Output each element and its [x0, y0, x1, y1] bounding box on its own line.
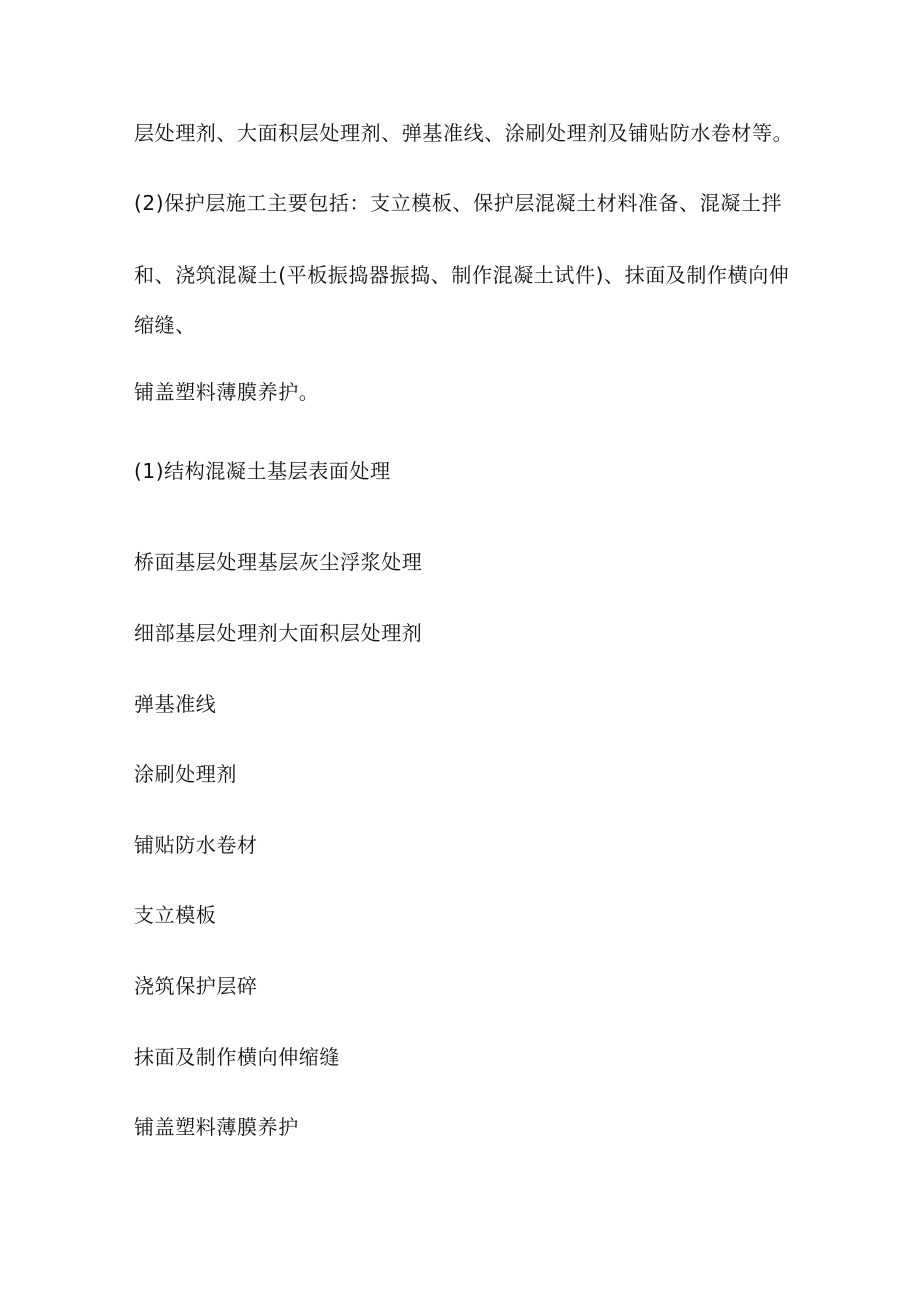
intro-paragraph-line: 缩缝、 — [134, 313, 196, 337]
process-step: 细部基层处理剂大面积层处理剂 — [134, 621, 423, 645]
process-step: 抹面及制作横向伸缩缝 — [134, 1045, 340, 1069]
section-heading: (1)结构混凝土基层表面处理 — [134, 459, 391, 483]
process-step: 浇筑保护层碎 — [134, 974, 258, 998]
process-step: 支立模板 — [134, 903, 217, 927]
process-step: 桥面基层处理基层灰尘浮浆处理 — [134, 550, 423, 574]
intro-paragraph-line: (2)保护层施工主要包括：支立模板、保护层混凝土材料准备、混凝土拌 — [134, 191, 783, 215]
process-step: 弹基准线 — [134, 692, 217, 716]
process-step: 铺贴防水卷材 — [134, 833, 258, 857]
process-step: 涂刷处理剂 — [134, 762, 237, 786]
intro-paragraph-line: 铺盖塑料薄膜养护。 — [134, 380, 320, 404]
process-step: 铺盖塑料薄膜养护 — [134, 1115, 299, 1139]
intro-paragraph-line: 层处理剂、大面积层处理剂、弹基准线、涂刷处理剂及铺贴防水卷材等。 — [134, 121, 794, 145]
intro-paragraph-line: 和、浇筑混凝土(平板振捣器振捣、制作混凝土试件)、抹面及制作横向伸 — [134, 263, 790, 287]
